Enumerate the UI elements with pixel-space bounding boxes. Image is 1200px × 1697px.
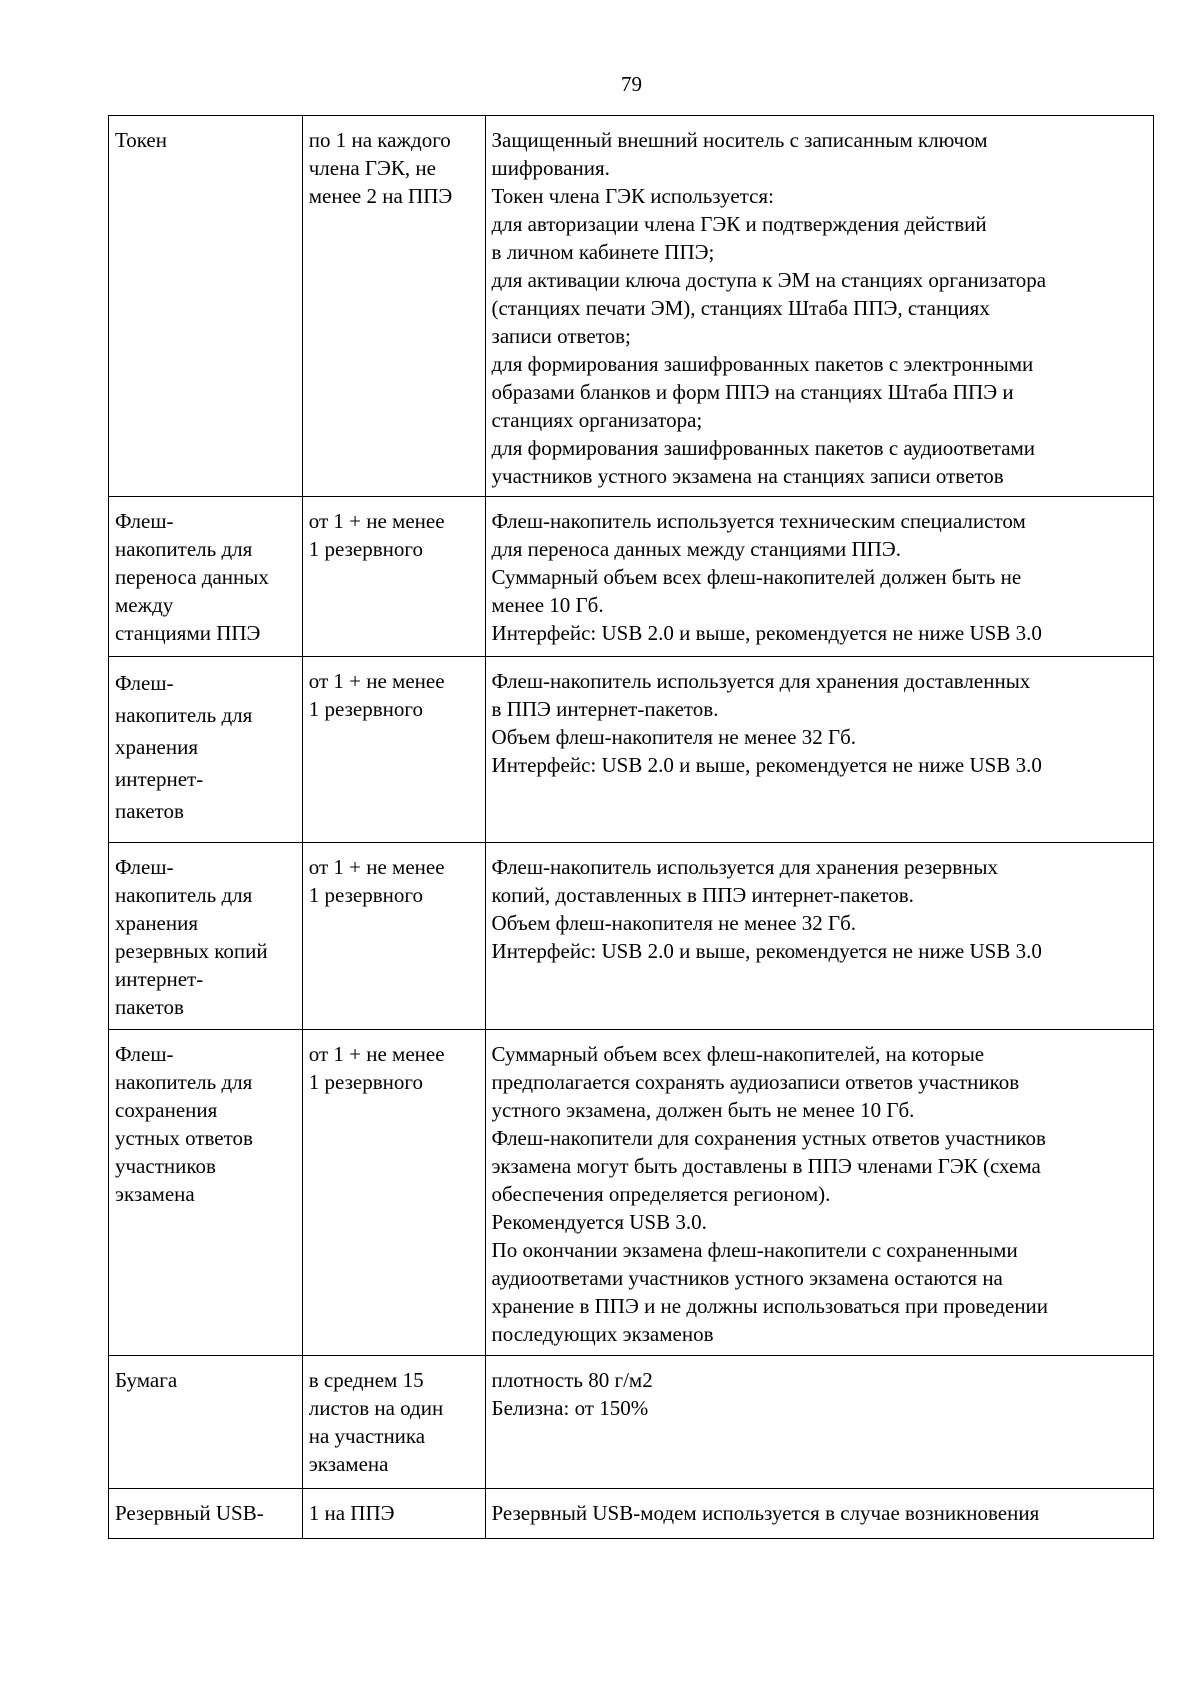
cell-text-line: Флеш-накопитель используется техническим специалистом bbox=[491, 509, 1026, 533]
quantity-cell bbox=[302, 657, 485, 843]
cell-text-line: плотность 80 г/м2 bbox=[491, 1368, 653, 1392]
cell-text-line: станциях организатора; bbox=[491, 408, 703, 432]
cell-text-line: интернет- bbox=[115, 767, 204, 791]
table-row bbox=[109, 1356, 1154, 1489]
cell-text-line: экзамена могут быть доставлены в ППЭ членами ГЭК (схема bbox=[491, 1154, 1041, 1178]
cell-text-line: обеспечения определяется регионом). bbox=[491, 1182, 831, 1206]
cell-text-line: шифрования. bbox=[491, 156, 610, 180]
quantity-cell bbox=[302, 497, 485, 657]
cell-text-line: от 1 + не менее bbox=[308, 509, 445, 533]
item-name-cell bbox=[109, 657, 303, 843]
description-cell bbox=[485, 1356, 1153, 1489]
table-row bbox=[109, 497, 1154, 657]
cell-text-line: устных ответов bbox=[115, 1126, 253, 1150]
cell-text-line: для формирования зашифрованных пакетов с аудиоответами bbox=[491, 436, 1036, 460]
cell-text-line: образами бланков и форм ППЭ на станциях Штаба ППЭ и bbox=[491, 380, 1014, 404]
cell-text-line: Интерфейс: USB 2.0 и выше, рекомендуется не ниже USB 3.0 bbox=[491, 621, 1042, 645]
cell-text-line: Объем флеш-накопителя не менее 32 Гб. bbox=[491, 725, 857, 749]
table-row bbox=[109, 1489, 1154, 1539]
cell-text-line: 1 резервного bbox=[308, 697, 423, 721]
item-name-cell bbox=[109, 116, 303, 497]
cell-text-line: Резервный USB- bbox=[115, 1501, 264, 1525]
cell-text-line: Рекомендуется USB 3.0. bbox=[491, 1210, 707, 1234]
cell-text-line: По окончании экзамена флеш-накопители с сохраненными bbox=[491, 1238, 1018, 1262]
cell-text-line: участников устного экзамена на станциях записи ответов bbox=[491, 464, 1004, 488]
cell-text-line: станциями ППЭ bbox=[115, 621, 261, 645]
cell-text-line: от 1 + не менее bbox=[308, 669, 445, 693]
cell-text-line: пакетов bbox=[115, 799, 184, 823]
cell-text-line: на участника bbox=[308, 1424, 426, 1448]
table-row bbox=[109, 1030, 1154, 1356]
cell-text-line: Суммарный объем всех флеш-накопителей должен быть не bbox=[491, 565, 1022, 589]
cell-text-line: Флеш- bbox=[115, 1042, 174, 1066]
cell-text-line: в ППЭ интернет-пакетов. bbox=[491, 697, 719, 721]
cell-text-line: Токен члена ГЭК используется: bbox=[491, 184, 774, 208]
cell-text-line: по 1 на каждого bbox=[308, 128, 451, 152]
cell-text-line: в личном кабинете ППЭ; bbox=[491, 240, 715, 264]
cell-text-line: аудиоответами участников устного экзамена остаются на bbox=[491, 1266, 1003, 1290]
cell-text-line: Флеш-накопитель используется для хранения резервных bbox=[491, 855, 998, 879]
quantity-cell bbox=[302, 1489, 485, 1539]
cell-text-line: для авторизации члена ГЭК и подтверждения действий bbox=[491, 212, 987, 236]
equipment-table bbox=[108, 115, 1154, 1539]
cell-text-line: Белизна: от 150% bbox=[491, 1396, 649, 1420]
description-cell bbox=[485, 1030, 1153, 1356]
cell-text-line: Защищенный внешний носитель с записанным ключом bbox=[491, 128, 988, 152]
cell-text-line: 1 резервного bbox=[308, 1070, 423, 1094]
cell-text-line: для переноса данных между станциями ППЭ. bbox=[491, 537, 901, 561]
quantity-cell bbox=[302, 1356, 485, 1489]
cell-text-line: Интерфейс: USB 2.0 и выше, рекомендуется не ниже USB 3.0 bbox=[491, 939, 1042, 963]
cell-text-line: переноса данных bbox=[115, 565, 269, 589]
cell-text-line: интернет- bbox=[115, 967, 204, 991]
cell-text-line: пакетов bbox=[115, 995, 184, 1019]
cell-text-line: менее 2 на ППЭ bbox=[308, 184, 453, 208]
table-body bbox=[109, 116, 1154, 1539]
cell-text-line: Резервный USB-модем используется в случае возникновения bbox=[491, 1501, 1040, 1525]
cell-text-line: между bbox=[115, 593, 174, 617]
cell-text-line: Суммарный объем всех флеш-накопителей, на которые bbox=[491, 1042, 985, 1066]
page-number: 79 bbox=[621, 72, 642, 96]
cell-text-line: листов на один bbox=[308, 1396, 444, 1420]
cell-text-line: накопитель для bbox=[115, 883, 253, 907]
cell-text-line: экзамена bbox=[308, 1452, 389, 1476]
cell-text-line: участников bbox=[115, 1154, 216, 1178]
cell-text-line: хранения bbox=[115, 735, 199, 759]
cell-text-line: Бумага bbox=[115, 1368, 178, 1392]
item-name-cell bbox=[109, 1489, 303, 1539]
cell-text-line: (станциях печати ЭМ), станциях Штаба ППЭ, станциях bbox=[491, 296, 990, 320]
cell-text-line: для формирования зашифрованных пакетов с электронными bbox=[491, 352, 1034, 376]
item-name-cell bbox=[109, 1030, 303, 1356]
cell-text-line: 1 резервного bbox=[308, 883, 423, 907]
cell-text-line: Флеш-накопители для сохранения устных ответов участников bbox=[491, 1126, 1046, 1150]
cell-text-line: члена ГЭК, не bbox=[308, 156, 436, 180]
cell-text-line: копий, доставленных в ППЭ интернет-пакетов. bbox=[491, 883, 914, 907]
cell-text-line: 1 резервного bbox=[308, 537, 423, 561]
cell-text-line: хранения bbox=[115, 911, 199, 935]
cell-text-line: накопитель для bbox=[115, 1070, 253, 1094]
description-cell bbox=[485, 497, 1153, 657]
cell-text-line: Флеш- bbox=[115, 509, 174, 533]
cell-text-line: экзамена bbox=[115, 1182, 195, 1206]
cell-text-line: последующих экзаменов bbox=[491, 1322, 714, 1346]
cell-text-line: 1 на ППЭ bbox=[308, 1501, 395, 1525]
table-row bbox=[109, 657, 1154, 843]
cell-text-line: для активации ключа доступа к ЭМ на станциях организатора bbox=[491, 268, 1047, 292]
cell-text-line: от 1 + не менее bbox=[308, 855, 445, 879]
cell-text-line: Флеш-накопитель используется для хранения доставленных bbox=[491, 669, 1031, 693]
description-cell bbox=[485, 843, 1153, 1030]
cell-text-line: Флеш- bbox=[115, 855, 174, 879]
quantity-cell bbox=[302, 843, 485, 1030]
description-cell bbox=[485, 657, 1153, 843]
cell-text-line: от 1 + не менее bbox=[308, 1042, 445, 1066]
quantity-cell bbox=[302, 116, 485, 497]
cell-text-line: записи ответов; bbox=[491, 324, 631, 348]
cell-text-line: Интерфейс: USB 2.0 и выше, рекомендуется не ниже USB 3.0 bbox=[491, 753, 1042, 777]
cell-text-line: в среднем 15 bbox=[308, 1368, 424, 1392]
item-name-cell bbox=[109, 497, 303, 657]
cell-text-line: Флеш- bbox=[115, 671, 174, 695]
cell-text-line: устного экзамена, должен быть не менее 10 Гб. bbox=[491, 1098, 915, 1122]
cell-text-line: Объем флеш-накопителя не менее 32 Гб. bbox=[491, 911, 857, 935]
cell-text-line: резервных копий bbox=[115, 939, 268, 963]
cell-text-line: предполагается сохранять аудиозаписи ответов участников bbox=[491, 1070, 1020, 1094]
quantity-cell bbox=[302, 1030, 485, 1356]
table-row bbox=[109, 116, 1154, 497]
table-row bbox=[109, 843, 1154, 1030]
description-cell bbox=[485, 116, 1153, 497]
cell-text-line: Токен bbox=[115, 128, 167, 152]
cell-text-line: сохранения bbox=[115, 1098, 218, 1122]
cell-text-line: накопитель для bbox=[115, 703, 253, 727]
item-name-cell bbox=[109, 843, 303, 1030]
cell-text-line: менее 10 Гб. bbox=[491, 593, 604, 617]
cell-text-line: накопитель для bbox=[115, 537, 253, 561]
item-name-cell bbox=[109, 1356, 303, 1489]
description-cell bbox=[485, 1489, 1153, 1539]
cell-text-line: хранение в ППЭ и не должны использоваться при проведении bbox=[491, 1294, 1049, 1318]
